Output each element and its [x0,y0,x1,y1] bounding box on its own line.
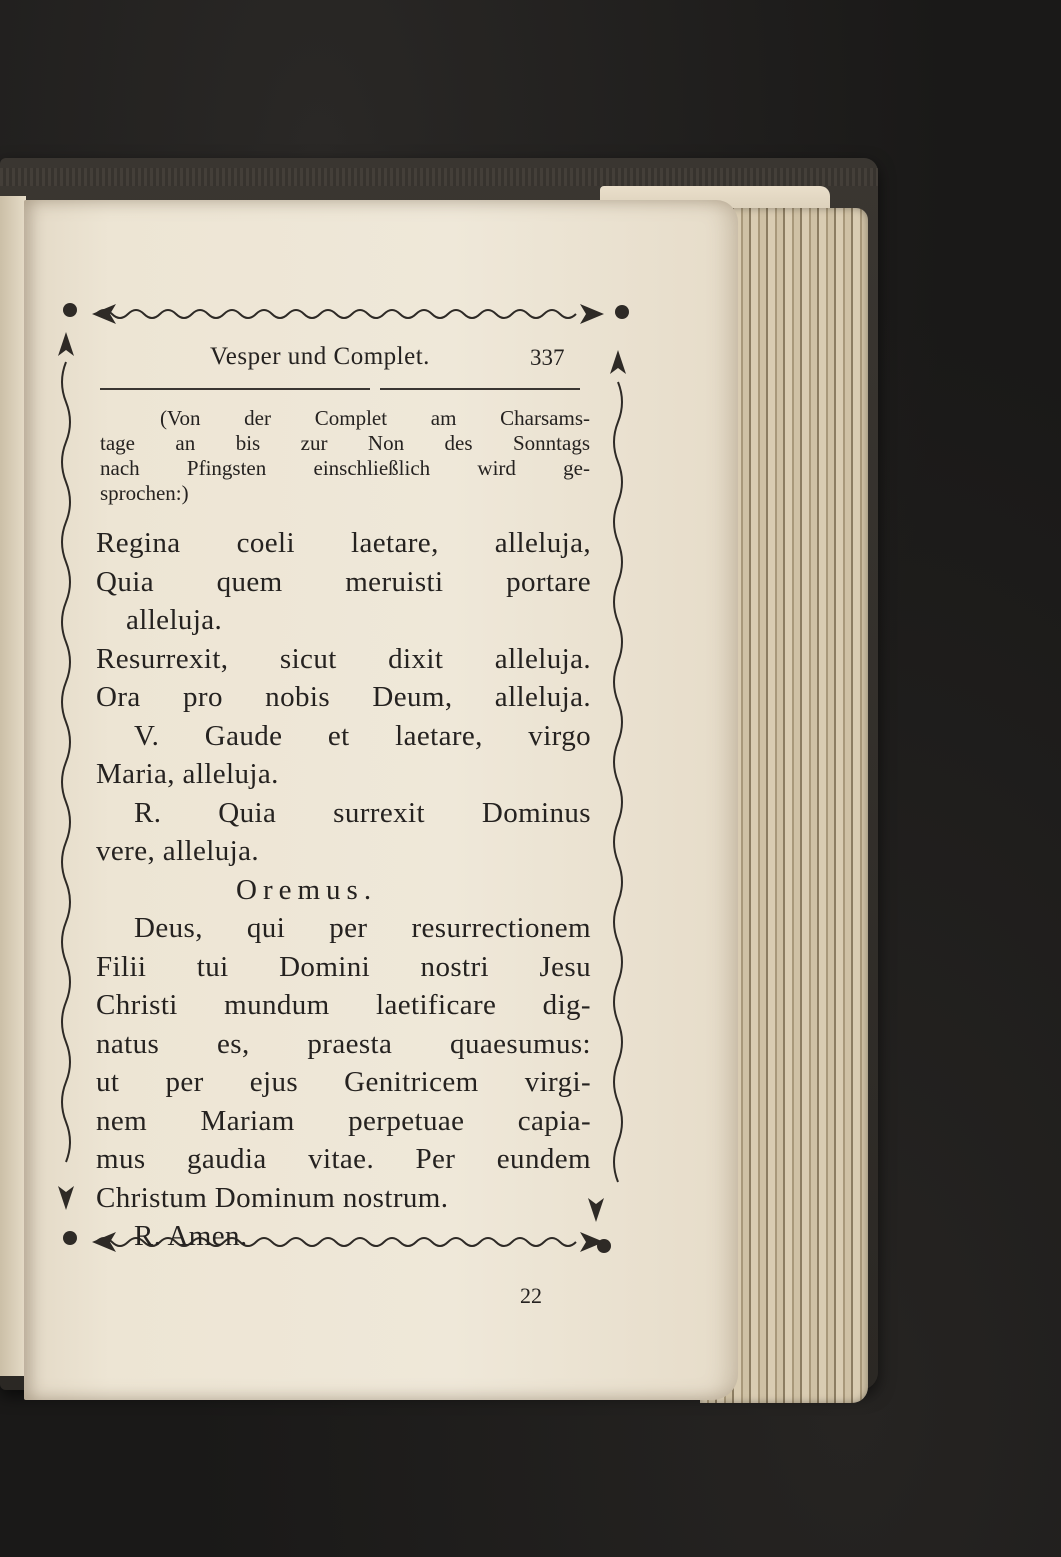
prayer-text [96,524,591,1256]
signature-mark: 22 [520,1283,542,1308]
text-line: Filii tui Domini nostri Jesu [96,950,591,983]
rubric-line: tage an bis zur Non des Sonntags [100,431,590,455]
running-header-title: Vesper und Complet. [210,343,430,370]
text-line: Quia quem meruisti portare [96,565,591,598]
text-line: Christum Dominum nostrum. [96,1181,449,1214]
text-line: Christi mundum laetificare dig- [96,989,591,1021]
text-line: ut per ejus Genitricem virgi- [96,1066,591,1098]
header-rule-left [100,388,370,390]
rubric-note [100,406,590,506]
text-line: R. Quia surrexit Dominus [134,796,591,829]
text-line: natus es, praesta quaesumus: [96,1027,591,1060]
text-line: Deus, qui per resurrectionem [134,912,591,944]
text-line: Resurrexit, sicut dixit alleluja. [96,642,591,675]
text-line: Ora pro nobis Deum, alleluja. [96,681,591,713]
text-line: nem Mariam perpetuae capia- [96,1104,591,1137]
text-line: R. Amen. [134,1220,248,1252]
section-heading: Oremus. [236,873,378,906]
rubric-line: sprochen:) [100,481,189,505]
text-line: alleluja. [126,604,223,636]
rubric-line: (Von der Complet am Charsams- [160,406,590,430]
text-line: vere, alleluja. [96,835,259,867]
text-line: mus gaudia vitae. Per eundem [96,1143,591,1175]
text-line: Maria, alleluja. [96,758,279,790]
header-rule-right [380,388,580,390]
text-line: V. Gaude et laetare, virgo [134,719,591,752]
page-number: 337 [530,345,565,370]
rubric-line: nach Pfingsten einschließlich wird ge- [100,456,590,480]
text-line: Regina coeli laetare, alleluja, [96,527,591,559]
facing-page-edge [0,196,26,1376]
